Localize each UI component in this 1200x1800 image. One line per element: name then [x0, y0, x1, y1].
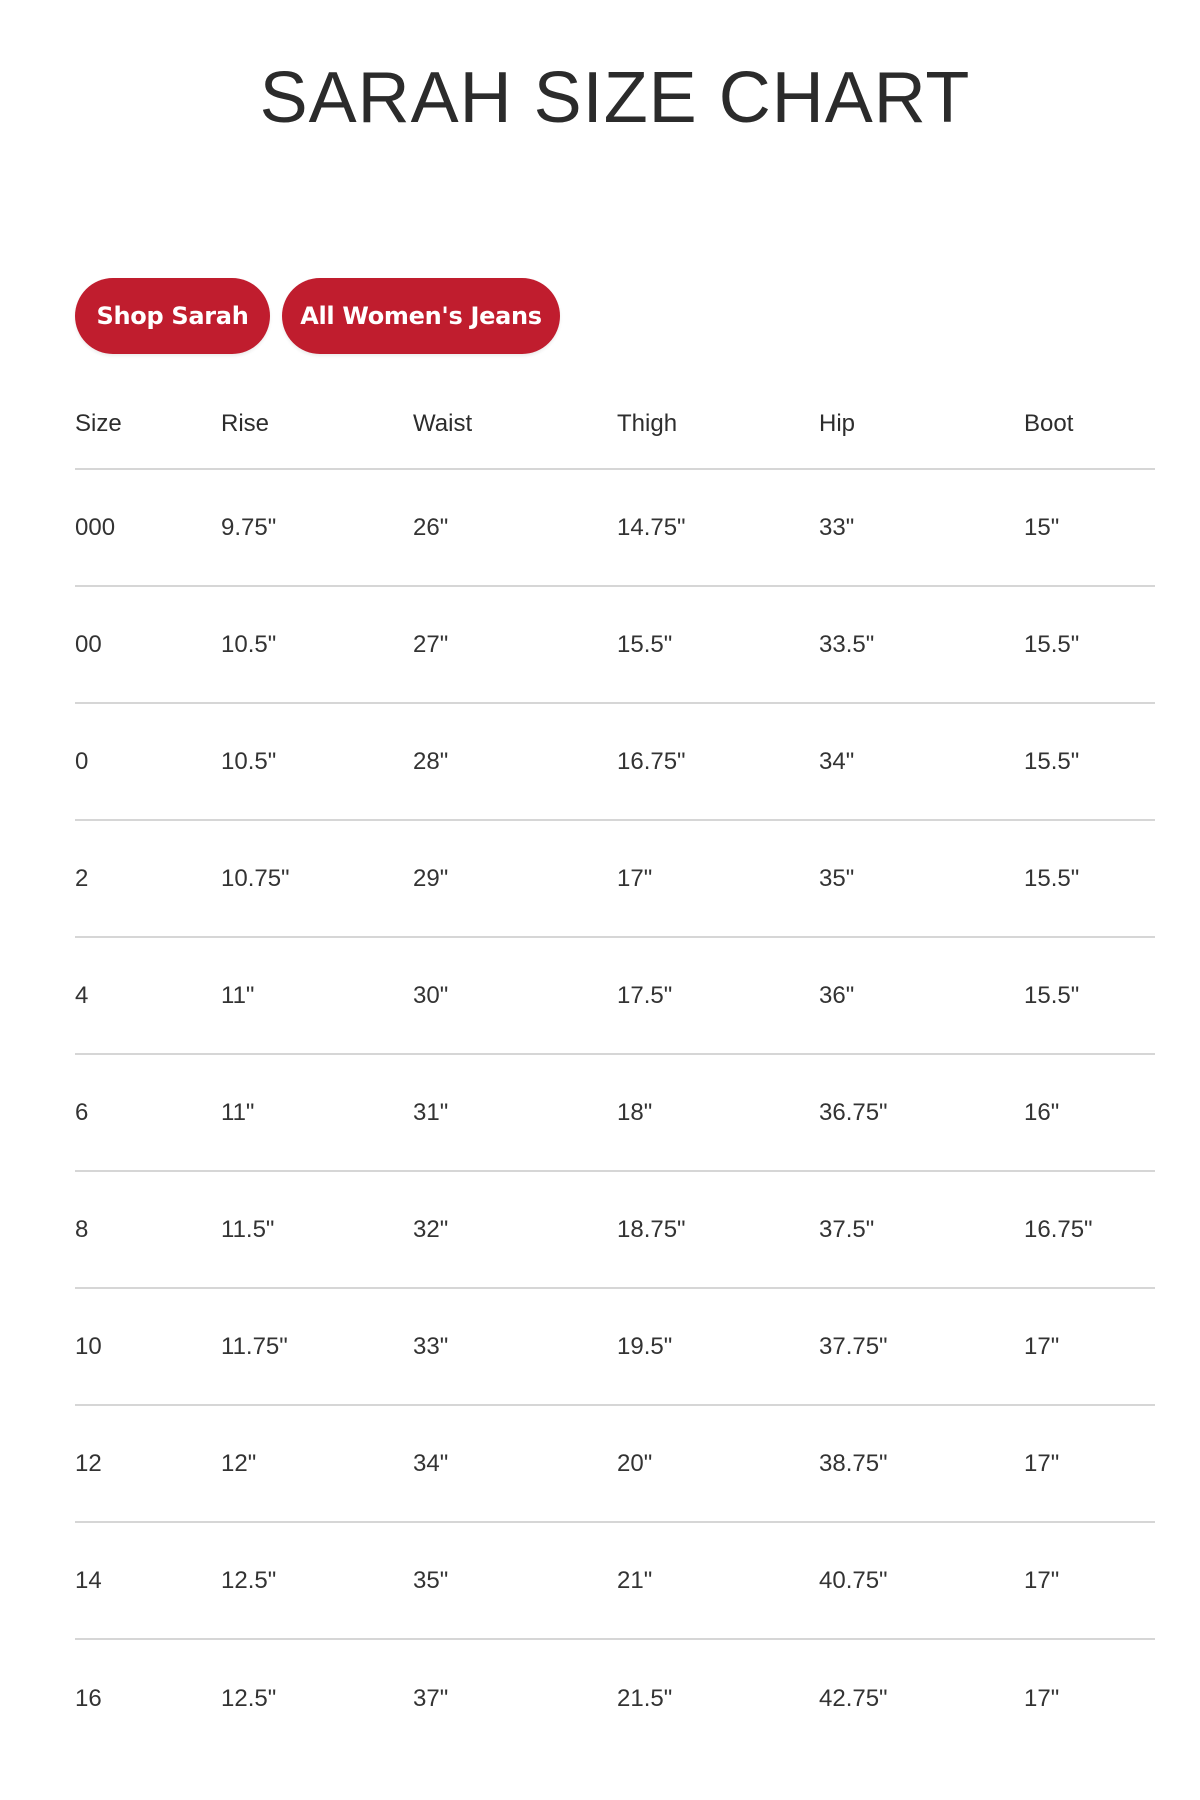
- size-cell: 6: [75, 1098, 89, 1126]
- rise-cell: 9.75": [221, 513, 277, 541]
- waist-cell: 37": [413, 1684, 449, 1712]
- table-row: [75, 1289, 1155, 1406]
- boot-cell: 15": [1024, 513, 1060, 541]
- waist-cell: 31": [413, 1098, 449, 1126]
- thigh-cell: 19.5": [617, 1332, 673, 1360]
- waist-cell: 32": [413, 1215, 449, 1243]
- size-cell: 16: [75, 1684, 102, 1712]
- size-table: [75, 380, 1155, 1757]
- thigh-cell: 16.75": [617, 747, 686, 775]
- rise-cell: 11.5": [221, 1215, 275, 1243]
- all-womens-jeans-button[interactable]: All Women's Jeans: [282, 278, 560, 354]
- rise-cell: 12.5": [221, 1684, 277, 1712]
- boot-cell: 16.75": [1024, 1215, 1093, 1243]
- table-header: [75, 380, 1155, 470]
- hip-cell: 42.75": [819, 1684, 888, 1712]
- hip-cell: 33": [819, 513, 855, 541]
- header-waist: Waist: [413, 410, 473, 437]
- rise-cell: 12.5": [221, 1566, 277, 1594]
- size-cell: 14: [75, 1566, 102, 1594]
- hip-cell: 33.5": [819, 630, 875, 658]
- boot-cell: 15.5": [1024, 981, 1080, 1009]
- thigh-cell: 20": [617, 1449, 653, 1477]
- table-row: [75, 1523, 1155, 1640]
- hip-cell: 34": [819, 747, 855, 775]
- hip-cell: 35": [819, 864, 855, 892]
- size-cell: 00: [75, 630, 102, 658]
- boot-cell: 17": [1024, 1332, 1060, 1360]
- rise-cell: 12": [221, 1449, 257, 1477]
- thigh-cell: 18.75": [617, 1215, 686, 1243]
- size-cell: 8: [75, 1215, 89, 1243]
- hip-cell: 37.75": [819, 1332, 888, 1360]
- boot-cell: 16": [1024, 1098, 1060, 1126]
- table-row: [75, 470, 1155, 587]
- size-cell: 4: [75, 981, 89, 1009]
- header-hip: Hip: [819, 410, 856, 437]
- thigh-cell: 18": [617, 1098, 653, 1126]
- header-size: Size: [75, 410, 122, 437]
- thigh-cell: 21.5": [617, 1684, 673, 1712]
- header-boot: Boot: [1024, 410, 1074, 437]
- header-rise: Rise: [221, 410, 270, 437]
- waist-cell: 27": [413, 630, 449, 658]
- waist-cell: 26": [413, 513, 449, 541]
- boot-cell: 17": [1024, 1566, 1060, 1594]
- shop-sarah-button[interactable]: Shop Sarah: [75, 278, 270, 354]
- thigh-cell: 15.5": [617, 630, 673, 658]
- rise-cell: 10.5": [221, 747, 277, 775]
- waist-cell: 29": [413, 864, 449, 892]
- table-row: [75, 587, 1155, 704]
- boot-cell: 15.5": [1024, 864, 1080, 892]
- table-row: [75, 1406, 1155, 1523]
- hip-cell: 37.5": [819, 1215, 875, 1243]
- waist-cell: 35": [413, 1566, 449, 1594]
- table-row: [75, 821, 1155, 938]
- rise-cell: 11": [221, 1098, 255, 1126]
- hip-cell: 40.75": [819, 1566, 888, 1594]
- thigh-cell: 17.5": [617, 981, 673, 1009]
- action-buttons: [75, 278, 560, 354]
- rise-cell: 11": [221, 981, 255, 1009]
- size-cell: 10: [75, 1332, 102, 1360]
- waist-cell: 34": [413, 1449, 449, 1477]
- thigh-cell: 14.75": [617, 513, 686, 541]
- size-cell: 0: [75, 747, 89, 775]
- thigh-cell: 17": [617, 864, 653, 892]
- page-title: SARAH SIZE CHART: [259, 58, 971, 138]
- hip-cell: 38.75": [819, 1449, 888, 1477]
- hip-cell: 36": [819, 981, 855, 1009]
- hip-cell: 36.75": [819, 1098, 888, 1126]
- table-row: [75, 1172, 1155, 1289]
- rise-cell: 11.75": [221, 1332, 288, 1360]
- rise-cell: 10.5": [221, 630, 277, 658]
- boot-cell: 15.5": [1024, 747, 1080, 775]
- header-thigh: Thigh: [617, 410, 678, 437]
- size-cell: 2: [75, 864, 89, 892]
- boot-cell: 17": [1024, 1684, 1060, 1712]
- waist-cell: 28": [413, 747, 449, 775]
- table-row: [75, 1640, 1155, 1757]
- rise-cell: 10.75": [221, 864, 290, 892]
- size-cell: 12: [75, 1449, 102, 1477]
- table-row: [75, 1055, 1155, 1172]
- table-row: [75, 704, 1155, 821]
- waist-cell: 33": [413, 1332, 449, 1360]
- waist-cell: 30": [413, 981, 449, 1009]
- table-row: [75, 938, 1155, 1055]
- boot-cell: 17": [1024, 1449, 1060, 1477]
- boot-cell: 15.5": [1024, 630, 1080, 658]
- thigh-cell: 21": [617, 1566, 653, 1594]
- size-cell: 000: [75, 513, 116, 541]
